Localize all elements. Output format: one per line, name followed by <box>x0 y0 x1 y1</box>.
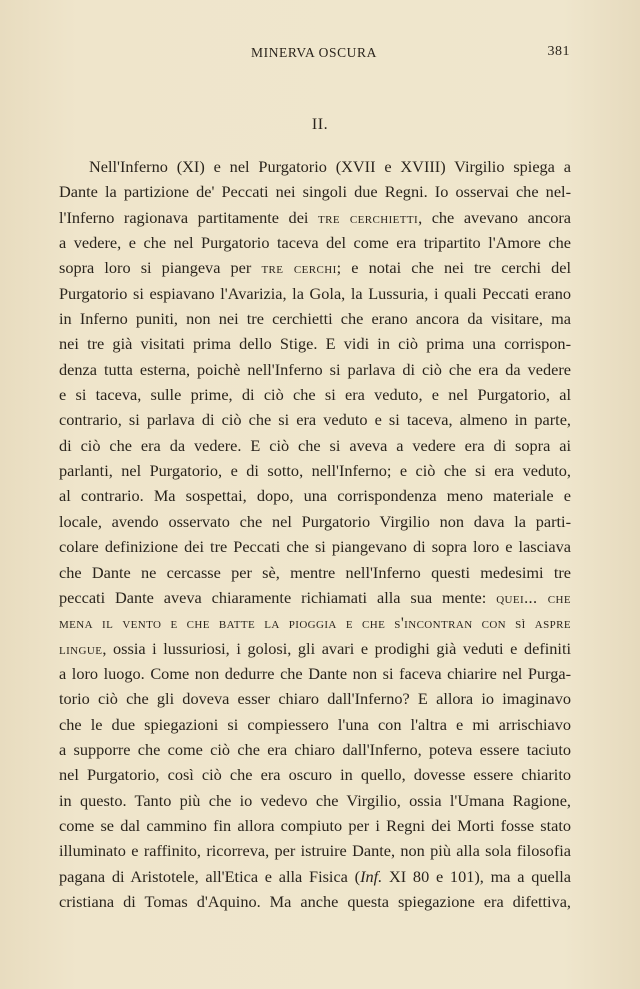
text-line: a loro luogo. Come non dedurre che Dante non si faceva chiarire nel Purga- <box>59 663 571 683</box>
text-line: di ciò che era da vedere. E ciò che si aveva a vedere era di sopra ai <box>59 435 571 455</box>
text-line: lingue, ossia i lussuriosi, i golosi, gli avari e prodighi già veduti e definiti <box>59 638 571 658</box>
text-line: illuminato e raffinito, ricorreva, per istruire Dante, non più alla sola filosofia <box>59 841 571 861</box>
text-line: l'Inferno ragionava partitamente dei tre cerchietti, che avevano ancora <box>59 207 571 227</box>
text-line: e si taceva, sulle prime, di ciò che si era veduto, e nel Purgatorio, al <box>59 385 571 405</box>
text-line: in Inferno puniti, non nei tre cerchietti che erano ancora da visitare, ma <box>59 309 571 329</box>
text-line: che le due spiegazioni si compiessero l'una con l'altra e mi arrischiavo <box>59 714 571 734</box>
text-line: a vedere, e che nel Purgatorio taceva del come era tripartito l'Amore che <box>59 233 571 253</box>
text-line: Dante la partizione de' Peccati nei singoli due Regni. Io osservai che nel- <box>59 182 571 202</box>
text-line <box>59 610 571 635</box>
text-line: Purgatorio si espiavano l'Avarizia, la Gola, la Lussuria, i quali Peccati erano <box>59 283 571 303</box>
small-caps-phrase: tre cerchi <box>261 258 337 278</box>
text-line: cristiana di Tomas d'Aquino. Ma anche questa spiegazione era difettiva, <box>59 891 571 911</box>
text-line: parlanti, nel Purgatorio, e di sotto, nell'Inferno; e ciò che si era veduto, <box>59 461 571 481</box>
text-line: Nell'Inferno (XI) e nel Purgatorio (XVII e XVIII) Virgilio spiega a <box>89 157 571 176</box>
text-line: contrario, si parlava di ciò che si era veduto e si taceva, almeno in parte, <box>59 410 571 430</box>
small-caps-phrase: mena il vento e che batte la pioggia e che s'incontran con sì aspre <box>59 613 571 633</box>
small-caps-phrase: quei... che <box>496 587 571 607</box>
text-line: pagana di Aristotele, all'Etica e alla Fisica (Inf. XI 80 e 101), ma a quella <box>59 866 571 886</box>
section-heading: II. <box>311 116 329 133</box>
text-line: che Dante ne cercasse per sè, mentre nell'Inferno questi medesimi tre <box>59 562 571 582</box>
text-line: a supporre che come ciò che era chiaro dall'Inferno, poteva essere taciuto <box>59 739 571 759</box>
text-line: sopra loro si piangeva per tre cerchi; e notai che nei tre cerchi del <box>59 258 571 278</box>
text-line: colare definizione dei tre Peccati che si piangevano di sopra loro e lasciava <box>59 537 571 557</box>
small-caps-phrase: tre cerchietti <box>318 207 419 227</box>
text-line: al contrario. Ma sospettai, dopo, una corrispondenza meno materiale e <box>59 486 571 506</box>
text-line: nel Purgatorio, così ciò che era oscuro in quello, dovesse essere chiarito <box>59 765 571 785</box>
italic-abbreviation: Inf. <box>360 866 383 886</box>
running-title: MINERVA OSCURA <box>251 45 377 60</box>
small-caps-phrase: lingue <box>59 638 103 658</box>
text-line: in questo. Tanto più che io vedevo che Virgilio, ossia l'Umana Ragione, <box>59 790 571 810</box>
page-number: 381 <box>547 44 570 59</box>
text-line: nei tre già visitati prima dello Stige. E vidi in ciò prima una corrispon- <box>59 334 571 354</box>
text-line: denza tutta esterna, poichè nell'Inferno si parlava di ciò che era da vedere <box>59 359 571 379</box>
running-head <box>58 45 570 65</box>
text-line: peccati Dante aveva chiaramente richiamati alla sua mente: quei... che <box>59 587 571 607</box>
body-paragraph <box>59 154 571 914</box>
text-line: torio ciò che gli doveva esser chiaro dall'Inferno? E allora io imaginavo <box>59 689 571 709</box>
text-line: come se dal cammino fin allora compiuto per i Regni dei Morti fosse stato <box>59 815 571 835</box>
text-line: locale, avendo osservato che nel Purgatorio Virgilio non dava la parti- <box>59 511 571 531</box>
